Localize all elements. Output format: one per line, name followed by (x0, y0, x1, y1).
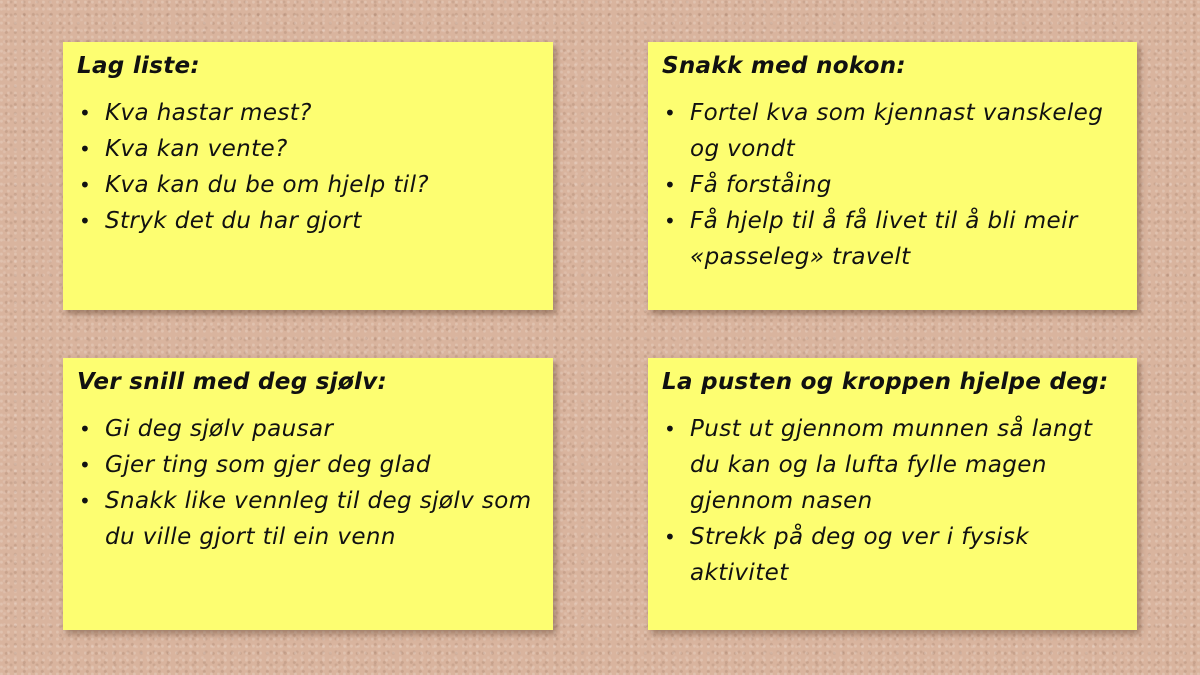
note-title: Ver snill med deg sjølv: (77, 369, 388, 395)
sticky-note-ver-snill (63, 358, 553, 630)
bullet-icon: • (664, 208, 677, 233)
bullet-icon: • (79, 136, 92, 161)
sticky-note-la-pusten (648, 358, 1137, 630)
note-list (662, 411, 1123, 591)
list-item (662, 411, 1123, 519)
bullet-icon: • (79, 488, 92, 513)
bullet-icon: • (79, 416, 92, 441)
list-item (77, 411, 539, 447)
list-item-text: Få forståing (690, 171, 832, 198)
bullet-icon: • (664, 100, 677, 125)
list-item (662, 167, 1123, 203)
bullet-icon: • (664, 172, 677, 197)
list-item (77, 131, 539, 167)
list-item-text: Snakk like vennleg til deg sjølv som du ville gjort til ein venn (105, 487, 532, 550)
bullet-icon: • (79, 208, 92, 233)
list-item (77, 447, 539, 483)
list-item (77, 95, 539, 131)
list-item-text: Kva kan vente? (105, 135, 288, 162)
list-item (77, 203, 539, 239)
note-title: Snakk med nokon: (662, 53, 906, 79)
note-list (77, 411, 539, 555)
list-item-text: Strekk på deg og ver i fysisk aktivitet (690, 523, 1030, 586)
bullet-icon: • (79, 452, 92, 477)
list-item (662, 95, 1123, 167)
bullet-icon: • (79, 172, 92, 197)
note-list (77, 95, 539, 239)
list-item-text: Kva hastar mest? (105, 99, 312, 126)
note-title: La pusten og kroppen hjelpe deg: (662, 369, 1109, 395)
list-item-text: Pust ut gjennom munnen så langt du kan og la lufta fylle magen gjennom nasen (690, 415, 1093, 514)
list-item-text: Kva kan du be om hjelp til? (105, 171, 429, 198)
list-item-text: Fortel kva som kjennast vanskeleg og vondt (690, 99, 1104, 162)
list-item-text: Få hjelp til å få livet til å bli meir «passeleg» travelt (690, 207, 1078, 270)
note-list (662, 95, 1123, 275)
list-item (662, 203, 1123, 275)
note-title: Lag liste: (77, 53, 200, 79)
list-item (77, 483, 539, 555)
bullet-icon: • (664, 416, 677, 441)
list-item (662, 519, 1123, 591)
list-item-text: Gi deg sjølv pausar (105, 415, 334, 442)
bullet-icon: • (664, 524, 677, 549)
sticky-note-lag-liste (63, 42, 553, 310)
bullet-icon: • (79, 100, 92, 125)
list-item-text: Gjer ting som gjer deg glad (105, 451, 431, 478)
list-item (77, 167, 539, 203)
list-item-text: Stryk det du har gjort (105, 207, 362, 234)
sticky-note-snakk-med-nokon (648, 42, 1137, 310)
